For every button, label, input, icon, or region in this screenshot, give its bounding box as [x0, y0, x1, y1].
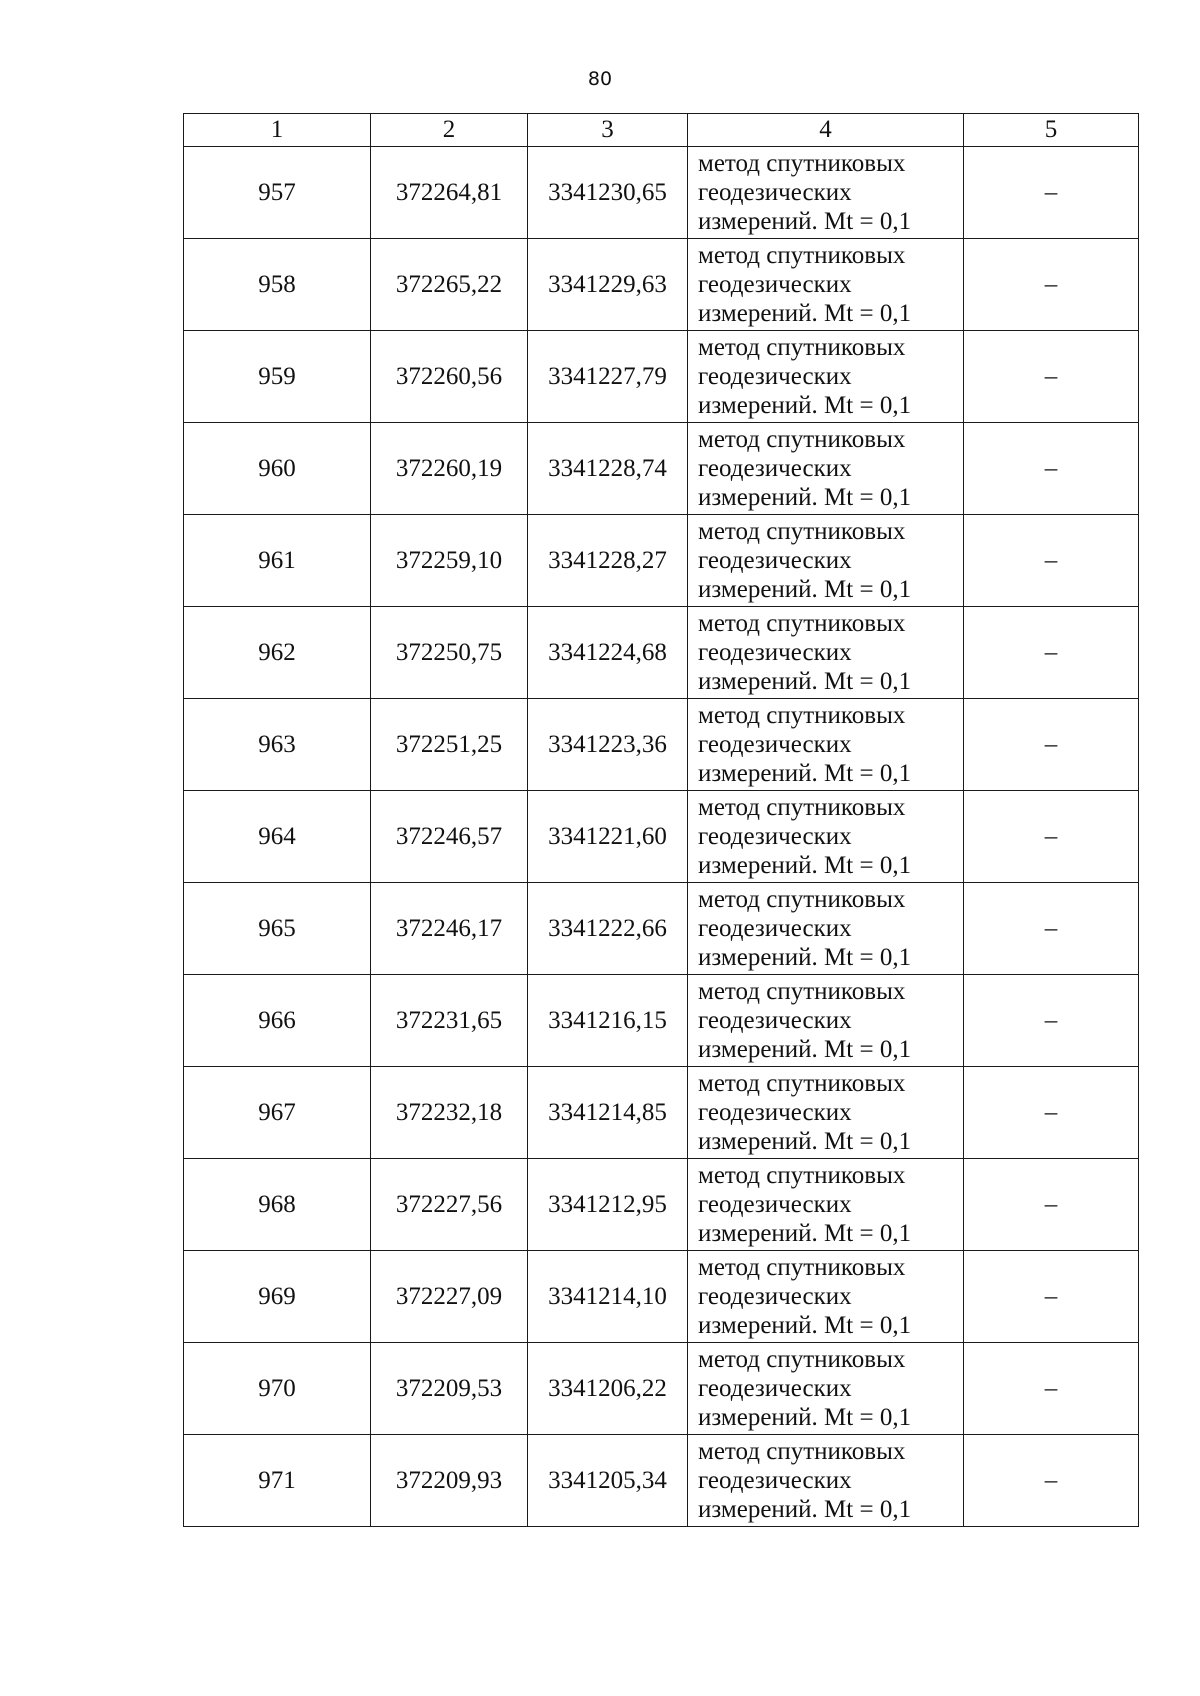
- method-line: измерений. Mt = 0,1: [698, 1312, 912, 1339]
- method-line: геодезических: [698, 179, 852, 206]
- point-number-cell: 964: [184, 791, 371, 883]
- y-coordinate-cell: 3341214,10: [528, 1251, 688, 1343]
- method-cell: [688, 883, 964, 975]
- point-number-cell: 962: [184, 607, 371, 699]
- table-row: [184, 239, 1139, 331]
- note-cell: –: [964, 239, 1139, 331]
- y-coordinate-cell: 3341205,34: [528, 1435, 688, 1527]
- method-cell: [688, 147, 964, 239]
- method-cell: [688, 1159, 964, 1251]
- column-header-1: 1: [184, 114, 371, 147]
- method-line: геодезических: [698, 731, 852, 758]
- x-coordinate-cell: 372227,56: [371, 1159, 528, 1251]
- y-coordinate-cell: 3341216,15: [528, 975, 688, 1067]
- note-cell: –: [964, 1251, 1139, 1343]
- table-row: [184, 1435, 1139, 1527]
- point-number-cell: 961: [184, 515, 371, 607]
- note-cell: –: [964, 331, 1139, 423]
- method-line: метод спутниковых: [698, 518, 906, 545]
- method-line: измерений. Mt = 0,1: [698, 1496, 912, 1523]
- method-line: геодезических: [698, 1007, 852, 1034]
- method-cell: [688, 1435, 964, 1527]
- table-row: [184, 515, 1139, 607]
- table-row: [184, 1067, 1139, 1159]
- method-cell: [688, 975, 964, 1067]
- method-line: геодезических: [698, 1375, 852, 1402]
- method-cell: [688, 515, 964, 607]
- table-header: [184, 114, 1139, 147]
- method-line: геодезических: [698, 1099, 852, 1126]
- method-line: измерений. Mt = 0,1: [698, 1404, 912, 1431]
- method-line: метод спутниковых: [698, 794, 906, 821]
- column-header-3: 3: [528, 114, 688, 147]
- method-line: геодезических: [698, 823, 852, 850]
- x-coordinate-cell: 372231,65: [371, 975, 528, 1067]
- table-row: [184, 975, 1139, 1067]
- table-row: [184, 423, 1139, 515]
- point-number-cell: 971: [184, 1435, 371, 1527]
- method-line: метод спутниковых: [698, 1438, 906, 1465]
- x-coordinate-cell: 372209,53: [371, 1343, 528, 1435]
- column-header-4: 4: [688, 114, 964, 147]
- method-line: метод спутниковых: [698, 978, 906, 1005]
- x-coordinate-cell: 372259,10: [371, 515, 528, 607]
- note-cell: –: [964, 607, 1139, 699]
- method-cell: [688, 423, 964, 515]
- method-line: измерений. Mt = 0,1: [698, 576, 912, 603]
- point-number-cell: 957: [184, 147, 371, 239]
- x-coordinate-cell: 372260,19: [371, 423, 528, 515]
- method-line: измерений. Mt = 0,1: [698, 392, 912, 419]
- coordinates-table: [183, 113, 1139, 1527]
- method-line: геодезических: [698, 455, 852, 482]
- y-coordinate-cell: 3341230,65: [528, 147, 688, 239]
- y-coordinate-cell: 3341224,68: [528, 607, 688, 699]
- method-line: метод спутниковых: [698, 334, 906, 361]
- table-body: [184, 147, 1139, 1527]
- note-cell: –: [964, 147, 1139, 239]
- method-line: измерений. Mt = 0,1: [698, 300, 912, 327]
- y-coordinate-cell: 3341212,95: [528, 1159, 688, 1251]
- note-cell: –: [964, 1343, 1139, 1435]
- x-coordinate-cell: 372265,22: [371, 239, 528, 331]
- note-cell: –: [964, 699, 1139, 791]
- header-row: [184, 114, 1139, 147]
- method-cell: [688, 1251, 964, 1343]
- x-coordinate-cell: 372246,57: [371, 791, 528, 883]
- method-line: геодезических: [698, 363, 852, 390]
- y-coordinate-cell: 3341229,63: [528, 239, 688, 331]
- table-row: [184, 331, 1139, 423]
- note-cell: –: [964, 1159, 1139, 1251]
- point-number-cell: 963: [184, 699, 371, 791]
- method-line: измерений. Mt = 0,1: [698, 852, 912, 879]
- x-coordinate-cell: 372246,17: [371, 883, 528, 975]
- method-line: геодезических: [698, 271, 852, 298]
- method-line: измерений. Mt = 0,1: [698, 668, 912, 695]
- table-row: [184, 883, 1139, 975]
- y-coordinate-cell: 3341228,74: [528, 423, 688, 515]
- method-line: метод спутниковых: [698, 886, 906, 913]
- x-coordinate-cell: 372209,93: [371, 1435, 528, 1527]
- note-cell: –: [964, 975, 1139, 1067]
- table-row: [184, 1251, 1139, 1343]
- note-cell: –: [964, 515, 1139, 607]
- method-line: измерений. Mt = 0,1: [698, 944, 912, 971]
- method-line: метод спутниковых: [698, 1070, 906, 1097]
- table-row: [184, 699, 1139, 791]
- note-cell: –: [964, 883, 1139, 975]
- point-number-cell: 966: [184, 975, 371, 1067]
- x-coordinate-cell: 372260,56: [371, 331, 528, 423]
- method-line: метод спутниковых: [698, 1346, 906, 1373]
- method-cell: [688, 607, 964, 699]
- method-line: метод спутниковых: [698, 1254, 906, 1281]
- method-line: метод спутниковых: [698, 150, 906, 177]
- y-coordinate-cell: 3341228,27: [528, 515, 688, 607]
- table-row: [184, 1159, 1139, 1251]
- y-coordinate-cell: 3341223,36: [528, 699, 688, 791]
- method-line: метод спутниковых: [698, 426, 906, 453]
- point-number-cell: 958: [184, 239, 371, 331]
- method-line: измерений. Mt = 0,1: [698, 484, 912, 511]
- page-number: 80: [587, 68, 613, 90]
- method-line: измерений. Mt = 0,1: [698, 208, 912, 235]
- method-line: измерений. Mt = 0,1: [698, 1128, 912, 1155]
- table-row: [184, 791, 1139, 883]
- y-coordinate-cell: 3341214,85: [528, 1067, 688, 1159]
- x-coordinate-cell: 372227,09: [371, 1251, 528, 1343]
- point-number-cell: 968: [184, 1159, 371, 1251]
- method-line: измерений. Mt = 0,1: [698, 760, 912, 787]
- method-line: геодезических: [698, 639, 852, 666]
- method-line: геодезических: [698, 1283, 852, 1310]
- x-coordinate-cell: 372251,25: [371, 699, 528, 791]
- note-cell: –: [964, 1067, 1139, 1159]
- point-number-cell: 960: [184, 423, 371, 515]
- table-row: [184, 1343, 1139, 1435]
- method-cell: [688, 331, 964, 423]
- x-coordinate-cell: 372264,81: [371, 147, 528, 239]
- point-number-cell: 969: [184, 1251, 371, 1343]
- y-coordinate-cell: 3341222,66: [528, 883, 688, 975]
- point-number-cell: 965: [184, 883, 371, 975]
- method-line: геодезических: [698, 1191, 852, 1218]
- column-header-5: 5: [964, 114, 1139, 147]
- method-cell: [688, 1067, 964, 1159]
- table-row: [184, 147, 1139, 239]
- table-row: [184, 607, 1139, 699]
- method-cell: [688, 1343, 964, 1435]
- method-line: геодезических: [698, 547, 852, 574]
- x-coordinate-cell: 372232,18: [371, 1067, 528, 1159]
- x-coordinate-cell: 372250,75: [371, 607, 528, 699]
- note-cell: –: [964, 423, 1139, 515]
- y-coordinate-cell: 3341206,22: [528, 1343, 688, 1435]
- method-line: измерений. Mt = 0,1: [698, 1220, 912, 1247]
- method-line: метод спутниковых: [698, 1162, 906, 1189]
- method-cell: [688, 699, 964, 791]
- column-header-2: 2: [371, 114, 528, 147]
- method-line: геодезических: [698, 915, 852, 942]
- method-cell: [688, 239, 964, 331]
- point-number-cell: 967: [184, 1067, 371, 1159]
- method-line: метод спутниковых: [698, 242, 906, 269]
- method-line: метод спутниковых: [698, 610, 906, 637]
- y-coordinate-cell: 3341227,79: [528, 331, 688, 423]
- note-cell: –: [964, 791, 1139, 883]
- coordinates-table-container: [183, 113, 1138, 1527]
- method-line: измерений. Mt = 0,1: [698, 1036, 912, 1063]
- point-number-cell: 959: [184, 331, 371, 423]
- point-number-cell: 970: [184, 1343, 371, 1435]
- method-line: метод спутниковых: [698, 702, 906, 729]
- method-cell: [688, 791, 964, 883]
- method-line: геодезических: [698, 1467, 852, 1494]
- note-cell: –: [964, 1435, 1139, 1527]
- y-coordinate-cell: 3341221,60: [528, 791, 688, 883]
